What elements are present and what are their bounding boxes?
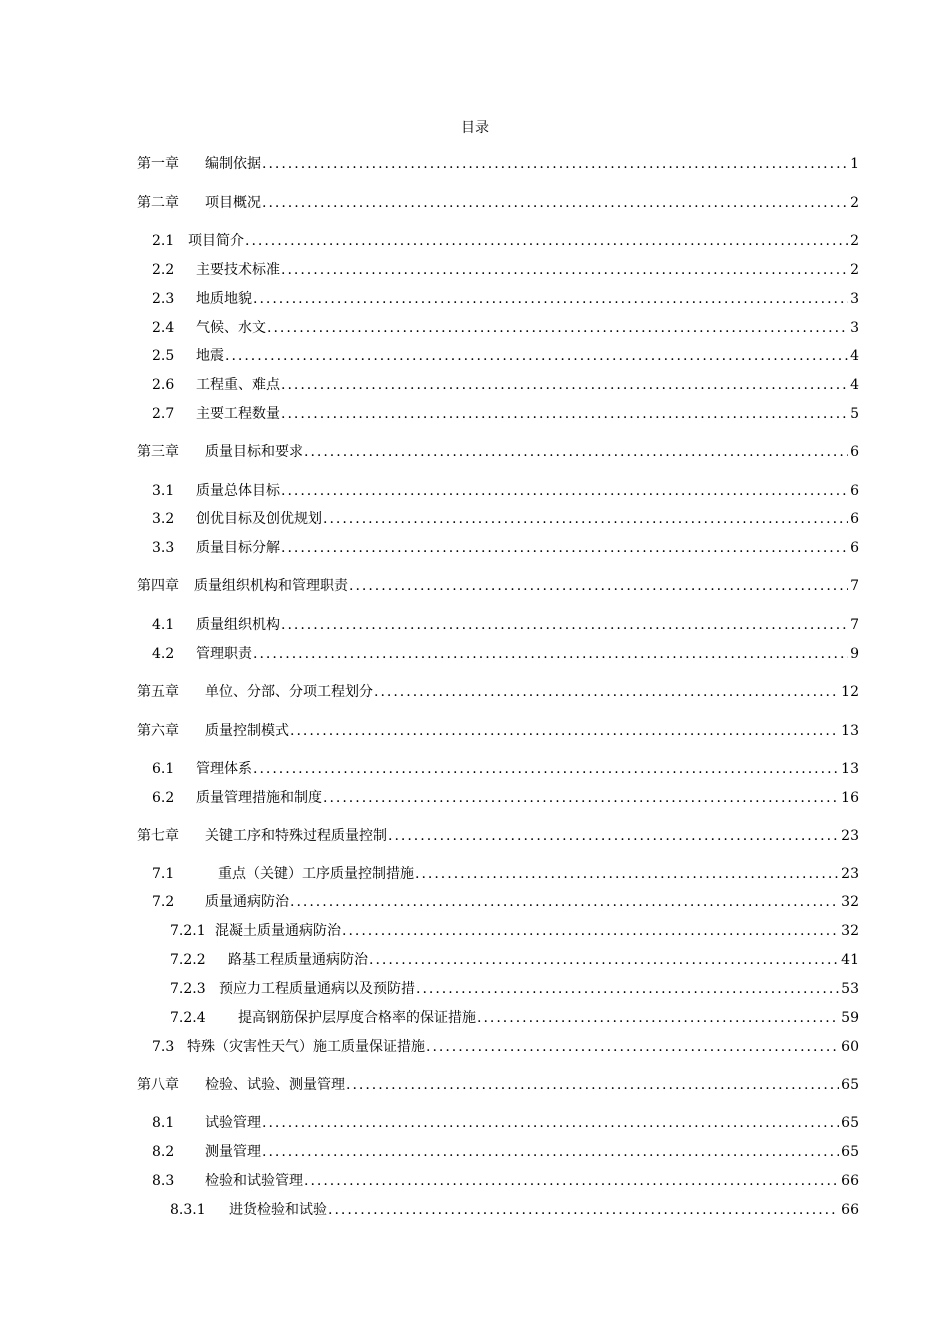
- toc-title: 目录: [461, 120, 489, 136]
- toc-entry-label: 气候、水文: [196, 320, 266, 336]
- toc-entry-number: 3.3: [152, 540, 175, 556]
- toc-entry-page: 13: [841, 761, 859, 777]
- toc-entry-number: 第一章: [137, 156, 179, 172]
- toc-entry[interactable]: [152, 789, 859, 807]
- toc-entry-label: 路基工程质量通病防治: [228, 952, 368, 968]
- toc-entry-number: 2.6: [152, 377, 175, 393]
- toc-leader-dots: [253, 645, 848, 663]
- toc-entry-label: 检验和试验管理: [205, 1173, 303, 1189]
- toc-entry-page: 6: [850, 444, 859, 460]
- toc-entry[interactable]: [152, 645, 859, 663]
- toc-entry-number: 7.2: [152, 894, 175, 910]
- toc-entry[interactable]: [152, 1038, 859, 1056]
- toc-leader-dots: [281, 376, 848, 394]
- toc-entry[interactable]: [152, 760, 859, 778]
- toc-leader-dots: [342, 922, 839, 940]
- toc-entry[interactable]: [170, 951, 859, 969]
- toc-entry-page: 6: [850, 483, 859, 499]
- toc-entry-number: 第三章: [137, 444, 179, 460]
- toc-entry[interactable]: [152, 482, 859, 500]
- toc-entry-number: 第七章: [137, 828, 179, 844]
- toc-leader-dots: [374, 683, 839, 701]
- toc-leader-dots: [262, 1143, 839, 1161]
- toc-entry[interactable]: [170, 922, 859, 940]
- toc-entry-number: 7.1: [152, 866, 175, 882]
- toc-leader-dots: [262, 155, 848, 173]
- toc-entry-label: 测量管理: [205, 1144, 261, 1160]
- toc-entry-page: 12: [841, 684, 859, 700]
- toc-entry-number: 8.3: [152, 1173, 175, 1189]
- toc-entry-label: 预应力工程质量通病以及预防措: [219, 981, 415, 997]
- toc-leader-dots: [290, 893, 839, 911]
- toc-entry[interactable]: [137, 155, 859, 173]
- toc-entry-label: 试验管理: [205, 1115, 261, 1131]
- toc-entry-page: 23: [841, 866, 859, 882]
- toc-entry-page: 13: [841, 723, 859, 739]
- toc-entry-label: 质量总体目标: [196, 483, 280, 499]
- toc-entry[interactable]: [137, 443, 859, 461]
- toc-entry-label: 工程重、难点: [196, 377, 280, 393]
- toc-leader-dots: [290, 722, 839, 740]
- toc-entry-page: 4: [850, 377, 859, 393]
- toc-entry-label: 质量目标和要求: [205, 444, 303, 460]
- toc-entry[interactable]: [170, 1201, 859, 1219]
- toc-leader-dots: [253, 290, 848, 308]
- toc-leader-dots: [253, 760, 839, 778]
- toc-entry-page: 53: [841, 981, 859, 997]
- toc-leader-dots: [388, 827, 839, 845]
- toc-leader-dots: [323, 510, 848, 528]
- toc-entry-label: 混凝土质量通病防治: [215, 923, 341, 939]
- toc-entry-label: 质量目标分解: [196, 540, 280, 556]
- toc-entry-page: 65: [841, 1144, 859, 1160]
- toc-entry-number: 第六章: [137, 723, 179, 739]
- toc-entry-page: 2: [850, 233, 859, 249]
- toc-entry-label: 关键工序和特殊过程质量控制: [205, 828, 387, 844]
- toc-entry-page: 23: [841, 828, 859, 844]
- toc-entry-page: 32: [841, 894, 859, 910]
- toc-leader-dots: [281, 539, 848, 557]
- toc-entry-number: 第八章: [137, 1077, 179, 1093]
- toc-leader-dots: [323, 789, 839, 807]
- toc-entry-page: 4: [850, 348, 859, 364]
- toc-entry[interactable]: [152, 865, 859, 883]
- toc-entry-page: 3: [850, 291, 859, 307]
- toc-leader-dots: [349, 577, 848, 595]
- toc-entry[interactable]: [152, 1172, 859, 1190]
- toc-entry-label: 质量通病防治: [205, 894, 289, 910]
- toc-entry-label: 提高钢筋保护层厚度合格率的保证措施: [238, 1010, 476, 1026]
- toc-entry-label: 管理职责: [196, 646, 252, 662]
- toc-entry-page: 66: [841, 1202, 859, 1218]
- toc-leader-dots: [477, 1009, 839, 1027]
- toc-leader-dots: [281, 616, 848, 634]
- toc-entry-number: 3.2: [152, 511, 175, 527]
- toc-entry-page: 7: [850, 578, 859, 594]
- toc-leader-dots: [346, 1076, 839, 1094]
- toc-entry-label: 编制依据: [205, 156, 261, 172]
- toc-entry-page: 32: [841, 923, 859, 939]
- toc-entry-label: 项目简介: [188, 233, 244, 249]
- toc-entry-page: 66: [841, 1173, 859, 1189]
- toc-entry[interactable]: [152, 893, 859, 911]
- toc-entry[interactable]: [152, 510, 859, 528]
- toc-leader-dots: [304, 443, 848, 461]
- toc-entry-number: 第二章: [137, 195, 179, 211]
- toc-entry-number: 2.3: [152, 291, 175, 307]
- toc-entry-label: 质量控制模式: [205, 723, 289, 739]
- toc-entry-number: 8.3.1: [170, 1202, 206, 1218]
- toc-leader-dots: [281, 482, 848, 500]
- toc-entry-page: 9: [850, 646, 859, 662]
- toc-entry-number: 7.2.3: [170, 981, 206, 997]
- toc-entry-number: 3.1: [152, 483, 175, 499]
- toc-leader-dots: [262, 194, 848, 212]
- toc-entry-number: 6.1: [152, 761, 175, 777]
- toc-entry-label: 项目概况: [205, 195, 261, 211]
- toc-entry[interactable]: [152, 616, 859, 634]
- toc-entry-label: 进货检验和试验: [229, 1202, 327, 1218]
- toc-entry-number: 第四章: [137, 578, 179, 594]
- toc-entry-label: 特殊（灾害性天气）施工质量保证措施: [187, 1039, 425, 1055]
- toc-entry-label: 单位、分部、分项工程划分: [205, 684, 373, 700]
- toc-entry-page: 59: [841, 1010, 859, 1026]
- toc-entry[interactable]: [152, 347, 859, 365]
- toc-entry-page: 1: [850, 156, 859, 172]
- toc-entry-page: 41: [841, 952, 859, 968]
- toc-entry-page: 2: [850, 195, 859, 211]
- toc-entry[interactable]: [170, 980, 859, 998]
- toc-entry-label: 主要工程数量: [196, 406, 280, 422]
- toc-entry-page: 7: [850, 617, 859, 633]
- toc-leader-dots: [262, 1114, 839, 1132]
- toc-entry[interactable]: [152, 319, 859, 337]
- toc-entry[interactable]: [152, 1114, 859, 1132]
- toc-entry[interactable]: [152, 232, 859, 250]
- toc-entry-label: 质量管理措施和制度: [196, 790, 322, 806]
- toc-entry-page: 5: [850, 406, 859, 422]
- toc-entry[interactable]: [137, 827, 859, 845]
- toc-entry[interactable]: [170, 1009, 859, 1027]
- toc-entry[interactable]: [137, 683, 859, 701]
- toc-entry[interactable]: [152, 376, 859, 394]
- toc-entry-number: 4.2: [152, 646, 175, 662]
- toc-entry-number: 2.5: [152, 348, 175, 364]
- toc-entry-label: 主要技术标准: [196, 262, 280, 278]
- toc-entry-page: 16: [841, 790, 859, 806]
- toc-leader-dots: [225, 347, 848, 365]
- toc-entry[interactable]: [152, 261, 859, 279]
- toc-entry-number: 7.2.4: [170, 1010, 206, 1026]
- toc-entry-number: 2.7: [152, 406, 175, 422]
- toc-leader-dots: [328, 1201, 839, 1219]
- toc-entry-page: 2: [850, 262, 859, 278]
- toc-entry-number: 7.2.1: [170, 923, 206, 939]
- toc-entry-page: 65: [841, 1077, 859, 1093]
- toc-entry-number: 2.2: [152, 262, 175, 278]
- toc-entry-label: 地质地貌: [196, 291, 252, 307]
- toc-entry-label: 质量组织机构: [196, 617, 280, 633]
- toc-leader-dots: [281, 261, 848, 279]
- toc-entry[interactable]: [137, 194, 859, 212]
- toc-entry[interactable]: [152, 1143, 859, 1161]
- toc-leader-dots: [267, 319, 848, 337]
- toc-entry-page: 6: [850, 540, 859, 556]
- toc-leader-dots: [426, 1038, 839, 1056]
- toc-entry-number: 6.2: [152, 790, 175, 806]
- toc-entry-page: 3: [850, 320, 859, 336]
- toc-leader-dots: [281, 405, 848, 423]
- toc-leader-dots: [245, 232, 848, 250]
- toc-entry-label: 质量组织机构和管理职责: [194, 578, 348, 594]
- toc-entry[interactable]: [152, 405, 859, 423]
- toc-entry[interactable]: [152, 290, 859, 308]
- toc-entry-label: 地震: [196, 348, 224, 364]
- toc-leader-dots: [415, 865, 839, 883]
- toc-entry-number: 第五章: [137, 684, 179, 700]
- toc-entry-number: 8.1: [152, 1115, 175, 1131]
- toc-entry[interactable]: [137, 722, 859, 740]
- toc-leader-dots: [304, 1172, 839, 1190]
- toc-entry-number: 2.1: [152, 233, 175, 249]
- toc-leader-dots: [416, 980, 839, 998]
- toc-entry-page: 6: [850, 511, 859, 527]
- toc-entry[interactable]: [137, 1076, 859, 1094]
- toc-entry-label: 管理体系: [196, 761, 252, 777]
- toc-entry-label: 重点（关键）工序质量控制措施: [218, 866, 414, 882]
- toc-entry-number: 2.4: [152, 320, 175, 336]
- toc-entry-number: 4.1: [152, 617, 175, 633]
- toc-entry-number: 7.2.2: [170, 952, 206, 968]
- toc-entry-label: 检验、试验、测量管理: [205, 1077, 345, 1093]
- toc-entry[interactable]: [152, 539, 859, 557]
- toc-entry[interactable]: [137, 577, 859, 595]
- toc-entry-label: 创优目标及创优规划: [196, 511, 322, 527]
- toc-entry-number: 7.3: [152, 1039, 175, 1055]
- toc-entry-page: 65: [841, 1115, 859, 1131]
- toc-entry-number: 8.2: [152, 1144, 175, 1160]
- toc-leader-dots: [369, 951, 839, 969]
- toc-entry-page: 60: [841, 1039, 859, 1055]
